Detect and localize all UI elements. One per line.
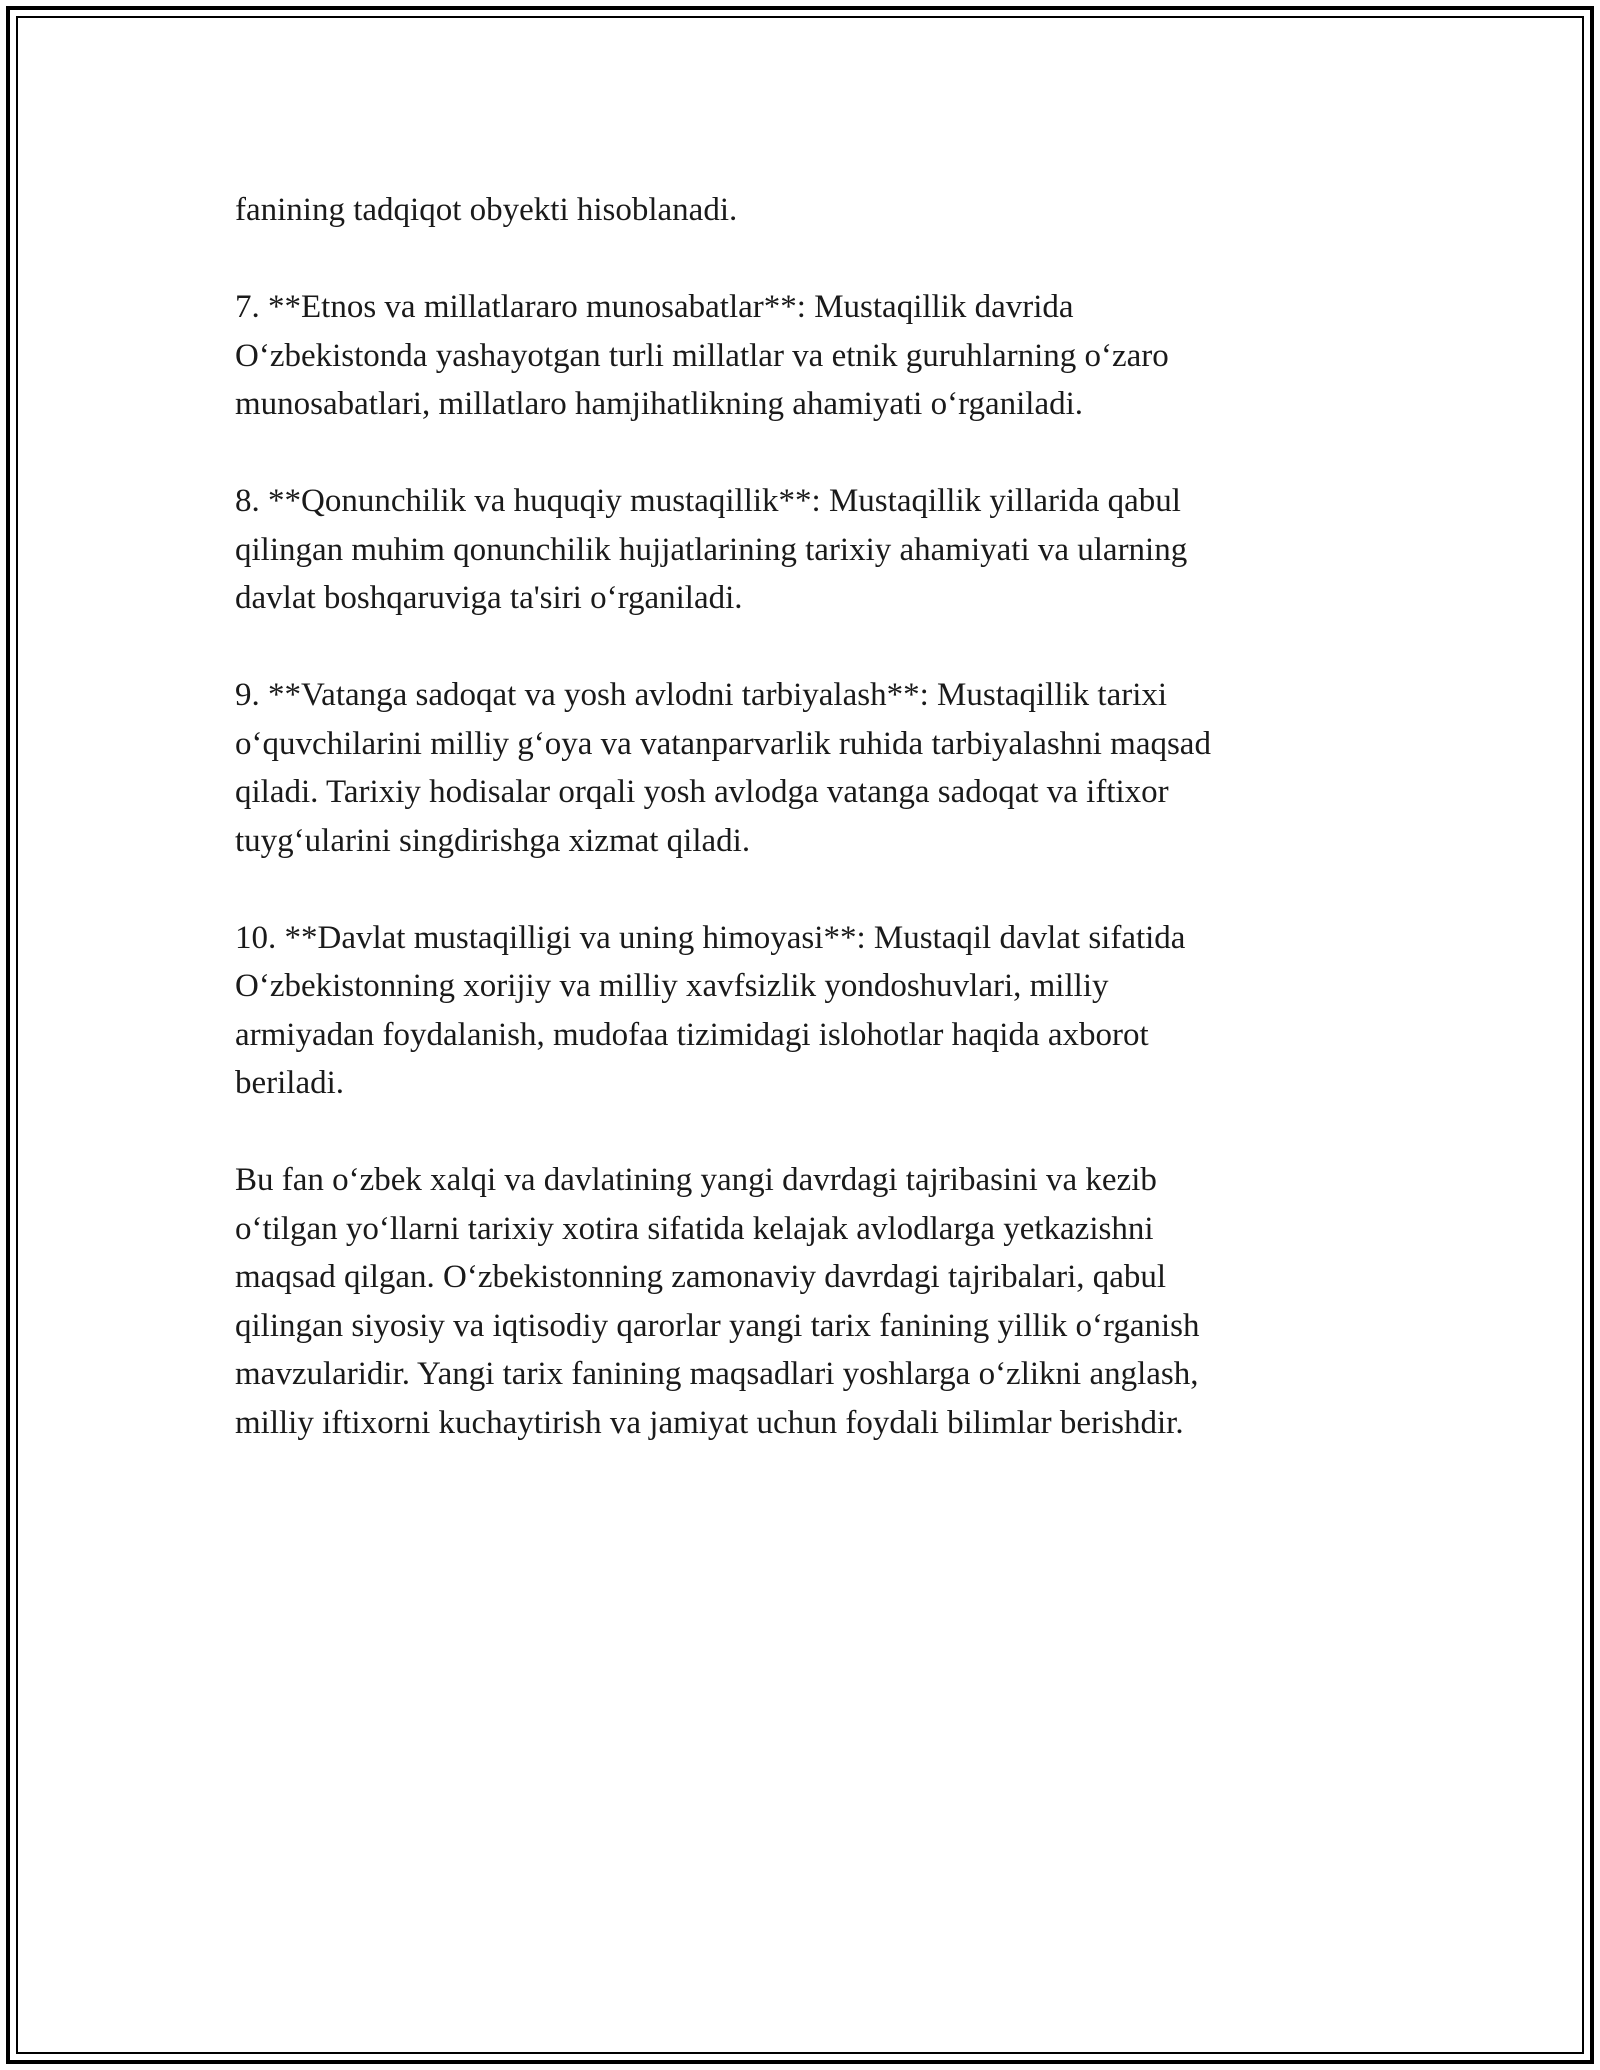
- paragraph-continuation: fanining tadqiqot obyekti hisoblanadi.: [235, 192, 738, 228]
- list-item-8: 8. **Qonunchilik va huquqiy mustaqillik**: Mustaqillik yillarida qabul qilingan muhim qonunchilik hujjatlarining tarixiy ahamiyati va ularning davlat boshqaruviga ta'siri o‘rganiladi.: [235, 483, 1188, 616]
- list-item-9: 9. **Vatanga sadoqat va yosh avlodni tarbiyalash**: Mustaqillik tarixi o‘quvchilarini milliy g‘oya va vatanparvarlik ruhida tarbiyalashni maqsad qiladi. Tarixiy hodisalar orqali yosh avlodga vatanga sadoqat va iftixor tuyg‘ularini singdirishga xizmat qiladi.: [235, 677, 1211, 859]
- document-body: [235, 186, 1355, 1496]
- conclusion-paragraph: Bu fan o‘zbek xalqi va davlatining yangi davrdagi tajribasini va kezib o‘tilgan yo‘llarni tarixiy xotira sifatida kelajak avlodlarga yetkazishni maqsad qilgan. O‘zbekistonning zamonaviy davrdagi tajribalari, qabul qilingan siyosiy va iqtisodiy qarorlar yangi tarix fanining yillik o‘rganish mavzularidir. Yangi tarix fanining maqsadlari yoshlarga o‘zlikni anglash, milliy iftixorni kuchaytirish va jamiyat uchun foydali bilimlar berishdir.: [235, 1162, 1200, 1441]
- list-item-10: 10. **Davlat mustaqilligi va uning himoyasi**: Mustaqil davlat sifatida O‘zbekistonning xorijiy va milliy xavfsizlik yondoshuvlari, milliy armiyadan foydalanish, mudofaa tizimidagi islohotlar haqida axborot beriladi.: [235, 919, 1186, 1101]
- list-item-7: 7. **Etnos va millatlararo munosabatlar**: Mustaqillik davrida O‘zbekistonda yashayotgan turli millatlar va etnik guruhlarning o‘zaro munosabatlari, millatlaro hamjihatlikning ahamiyati o‘rganiladi.: [235, 289, 1169, 422]
